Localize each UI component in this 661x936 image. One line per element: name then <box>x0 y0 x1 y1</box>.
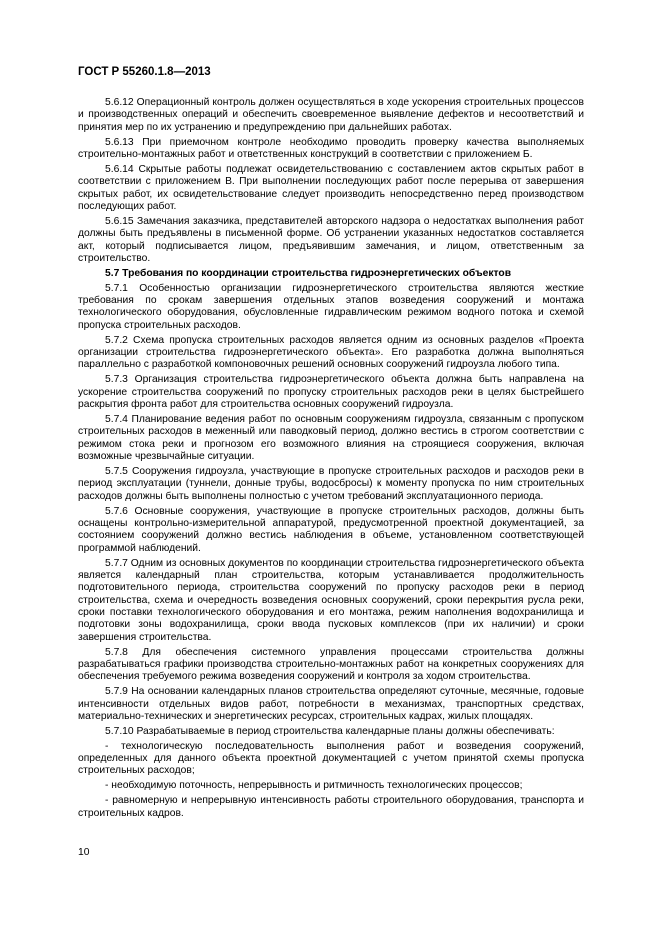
paragraph-5-7-6: 5.7.6 Основные сооружения, участвующие в пропуске строительных расходов, должны быть оснащены контрольно-измерительной аппаратурой, предусмотренной проектной документацией, за состоянием сооружений должно вестись наблюдения в объеме, установленном соответствующей программой наблюдений. <box>78 505 584 554</box>
list-item-intensity: - равномерную и непрерывную интенсивность работы строительного оборудования, транспорта и строительных кадров. <box>78 795 584 819</box>
paragraph-5-6-15: 5.6.15 Замечания заказчика, представителей авторского надзора о недостатках выполнения работ должны быть предъявлены в письменной форме. Об устранении указанных недостатков составляется акт, который подписывается лицом, предъявившим замечания, и лицом, ответственным за строительство. <box>78 215 584 264</box>
section-title-5-7: 5.7 Требования по координации строительства гидроэнергетических объектов <box>105 267 512 279</box>
paragraph-5-7-7: 5.7.7 Одним из основных документов по координации строительства гидроэнергетического объекта является календарный план строительства, которым устанавливается продолжительность подготовительного периода, строительства сооружений по пропуску расходов реки в период строительства, схема и очередность возведения основных сооружений, сроки перекрытия русла реки, сроки поставки технологического оборудования и его монтажа, режим наполнения водохранилища и подготовки зоны водохранилища, сроки ввода пусковых комплексов (при их наличии) и сроки завершения строительства. <box>78 557 584 643</box>
list-item-flow: - необходимую поточность, непрерывность и ритмичность технологических процессов; <box>105 780 523 792</box>
document-header: ГОСТ Р 55260.1.8—2013 <box>78 66 211 78</box>
paragraph-5-7-2: 5.7.2 Схема пропуска строительных расходов является одним из основных разделов «Проекта организации строительства гидроэнергетического объекта». Его разработка должна выполняться параллельно с разработкой компоновочных решений основных сооружений гидроузла любого типа. <box>78 334 584 371</box>
paragraph-5-7-4: 5.7.4 Планирование ведения работ по основным сооружениям гидроузла, связанным с пропуском строительных расходов в меженный или паводковый период, должно вестись в строгом соответствии с режимом стока реки и прогнозом его возможного влияния на строящиеся сооружения, включая возможные чрезвычайные ситуации. <box>78 414 584 463</box>
paragraph-5-6-13: 5.6.13 При приемочном контроле необходимо проводить проверку качества выполняемых строительно-монтажных работ и ответственных конструкций в соответствии с приложением Б. <box>78 136 584 160</box>
paragraph-5-7-8: 5.7.8 Для обеспечения системного управления процессами строительства должны разрабатываться графики производства строительно-монтажных работ на конкретных сооружениях для обеспечения требуемого режима возведения сооружений и контроля за ходом строительства. <box>78 646 584 683</box>
paragraph-5-6-14: 5.6.14 Скрытые работы подлежат освидетельствованию с составлением актов скрытых работ в соответствии с приложением В. При выполнении последующих работ после перерыва от завершения скрытых работ, их освидетельствование следует производить непосредственно перед производством последующих работ. <box>78 163 584 212</box>
page-number: 10 <box>78 847 90 858</box>
paragraph-5-7-5: 5.7.5 Сооружения гидроузла, участвующие в пропуске строительных расходов и расходов реки в период эксплуатации (туннели, донные трубы, водосбросы) к моменту пропуска по ним строительных расходов должны быть выполнены полностью с учетом требований эксплуатационного периода. <box>78 465 584 502</box>
paragraph-5-7-1: 5.7.1 Особенностью организации гидроэнергетического строительства являются жесткие требования по срокам завершения отдельных этапов возведения сооружений и монтажа технологического оборудования, обусловленные гидравлическим режимом водного потока и схемой пропуска строительных расходов. <box>78 282 584 331</box>
paragraph-5-7-3: 5.7.3 Организация строительства гидроэнергетического объекта должна быть направлена на ускорение строительства сооружений по пропуску строительных расходов реки в целях быстрейшего раскрытия фронта работ для строительства основных сооружений гидроузла. <box>78 374 584 411</box>
document-body <box>78 97 584 823</box>
list-item-sequence: - технологическую последовательность выполнения работ и возведения сооружений, определенных для данного объекта проектной документацией с учетом принятой схемы пропуска строительных расходов; <box>78 740 584 777</box>
paragraph-5-6-12: 5.6.12 Операционный контроль должен осуществляться в ходе ускорения строительных процессов и производственных операций и обеспечить своевременное выявление дефектов и несоответствий и принятия мер по их устранению и предупреждению при дальнейших работах. <box>78 97 584 133</box>
paragraph-5-7-9: 5.7.9 На основании календарных планов строительства определяют суточные, месячные, годовые интенсивности отдельных видов работ, потребности в механизмах, транспортных средствах, материально-технических и энергетических ресурсах, строительных кадрах, жилых площадях. <box>78 686 584 722</box>
paragraph-5-7-10: 5.7.10 Разрабатываемые в период строительства календарные планы должны обеспечивать: <box>105 725 555 737</box>
